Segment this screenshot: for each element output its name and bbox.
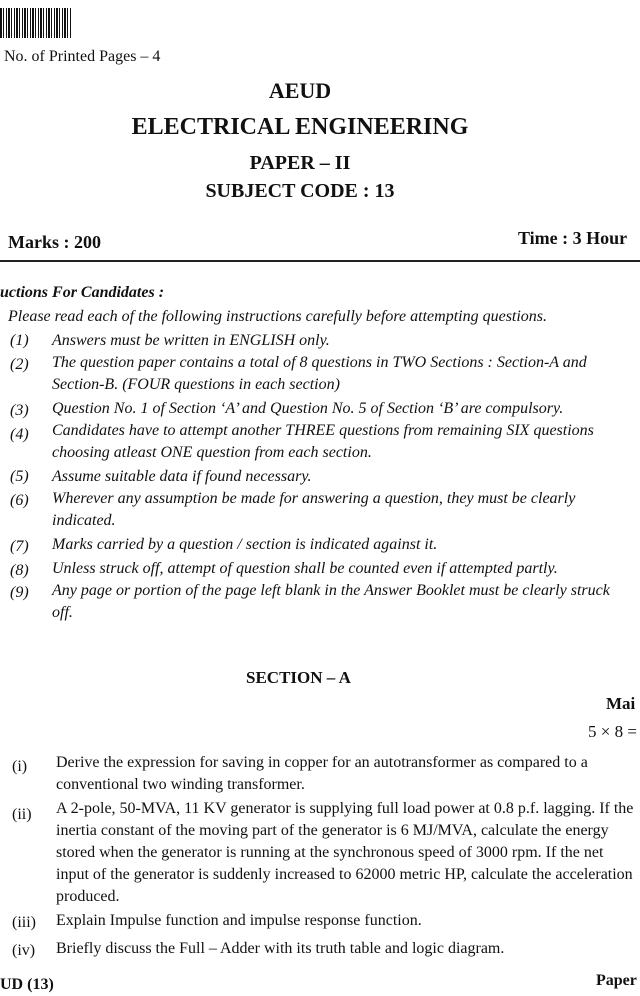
question-number: (iii)	[12, 914, 36, 931]
instruction-number: (3)	[10, 402, 29, 419]
instruction-text: Assume suitable data if found necessary.	[52, 468, 312, 485]
instruction-number: (2)	[10, 356, 29, 373]
printed-pages: No. of Printed Pages – 4	[4, 48, 161, 65]
instruction-number: (7)	[10, 538, 29, 555]
question-text: Explain Impulse function and impulse response function.	[56, 912, 422, 929]
question-number: (i)	[12, 758, 28, 775]
instruction-number: (8)	[10, 562, 29, 579]
instructions-intro: Please read each of the following instructions carefully before attempting questions.	[8, 308, 548, 325]
footer-code: UD (13)	[0, 976, 54, 993]
instruction-number: (1)	[10, 332, 29, 349]
instruction-text: Answers must be written in ENGLISH only.	[52, 332, 330, 349]
question-number: (iv)	[12, 942, 36, 959]
question-number: (ii)	[12, 806, 32, 823]
instruction-text: Wherever any assumption be made for answering a question, they must be clearly indicated.	[52, 490, 576, 529]
exam-title: AEUD	[268, 78, 332, 103]
instruction-number: (4)	[10, 426, 29, 443]
section-marks-label: Mai	[606, 694, 636, 713]
header-rule	[0, 260, 640, 262]
footer-paper: Paper	[596, 972, 637, 989]
instruction-number: (9)	[10, 584, 29, 601]
marks-total: Marks : 200	[8, 232, 101, 252]
instruction-text: The question paper contains a total of 8 questions in TWO Sections : Section-A and Section-B. (FOUR questions in each section)	[52, 354, 587, 393]
section-marks-formula: 5 × 8 =	[588, 722, 637, 741]
instruction-text: Any page or portion of the page left blank in the Answer Booklet must be clearly struck off.	[52, 582, 610, 621]
instructions-heading: uctions For Candidates :	[0, 284, 165, 301]
barcode-image	[0, 8, 72, 38]
question-text: Derive the expression for saving in copper for an autotransformer as compared to a conventional two winding transformer.	[56, 754, 588, 793]
question-text: Briefly discuss the Full – Adder with its truth table and logic diagram.	[56, 940, 505, 957]
instruction-text: Question No. 1 of Section ‘A’ and Question No. 5 of Section ‘B’ are compulsory.	[52, 400, 564, 417]
instruction-text: Unless struck off, attempt of question shall be counted even if attempted partly.	[52, 560, 558, 577]
section-a-title: SECTION – A	[246, 668, 351, 687]
instruction-text: Candidates have to attempt another THREE questions from remaining SIX questions choosing atleast ONE question from each section.	[52, 422, 594, 461]
instruction-number: (5)	[10, 468, 29, 485]
paper-title: PAPER – II	[249, 152, 351, 174]
question-text: A 2-pole, 50-MVA, 11 KV generator is supplying full load power at 0.8 p.f. lagging. If the inertia constant of the moving part of the generator is 6 MJ/MVA, calculate the energy stored when the generator is running at the synchronous speed of 3000 rpm. If the net input of the generator is suddenly increased to 62000 metric HP, calculate the acceleration produced.	[56, 800, 634, 905]
instruction-number: (6)	[10, 492, 29, 509]
time-allowed: Time : 3 Hour	[518, 228, 628, 248]
instruction-text: Marks carried by a question / section is indicated against it.	[52, 536, 438, 553]
subject-title: ELECTRICAL ENGINEERING	[131, 114, 469, 140]
subject-code: SUBJECT CODE : 13	[205, 180, 395, 202]
